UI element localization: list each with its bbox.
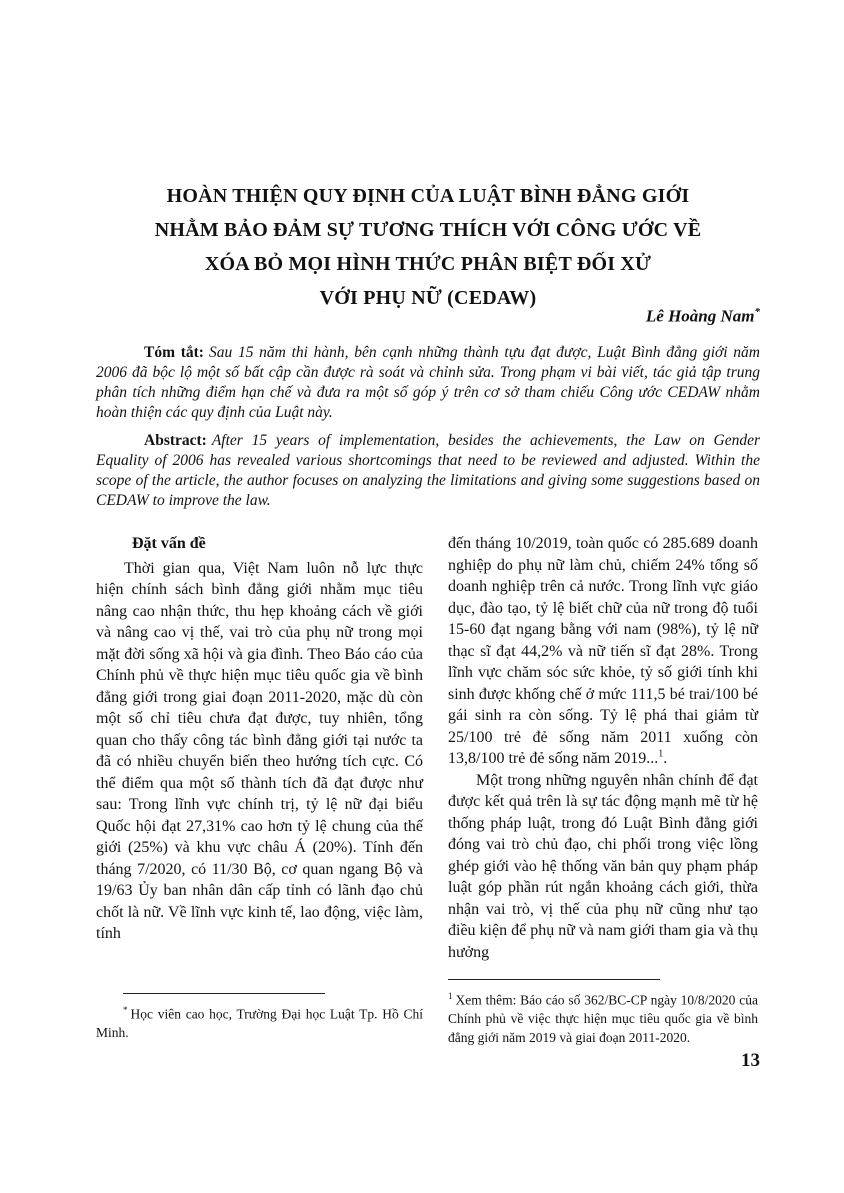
- author-footnote-text-line: [96, 1001, 423, 1043]
- author-footnote: [96, 993, 423, 1043]
- footnote-separator-left: [123, 993, 325, 994]
- abstract-vi-label: Tóm tắt:: [144, 344, 204, 361]
- body-paragraph-left: Thời gian qua, Việt Nam luôn nỗ lực thực hiện chính sách bình đẳng giới nhằm mục tiêu nâng cao nhận thức, thu hẹp khoảng cách về giới và nâng cao vị thế, vai trò của phụ nữ trong mọi mặt đời sống xã hội và gia đình. Theo Báo cáo của Chính phủ về thực hiện mục tiêu quốc gia về bình đẳng giới trong giai đoạn 2011-2020, mặc dù còn một số chỉ tiêu chưa đạt được, tuy nhiên, tổng quan cho thấy công tác bình đẳng giới tại nước ta đã có nhiều chuyển biến theo hướng tích cực. Có thể điểm qua một số thành tích đã đạt được như sau: Trong lĩnh vực chính trị, tỷ lệ nữ đại biểu Quốc hội đạt 27,31% cao hơn tỷ lệ chung của thế giới (25%) và khu vực châu Á (20%). Tính đến tháng 7/2020, có 11/30 Bộ, cơ quan ngang Bộ và 19/63 Ủy ban nhân dân cấp tỉnh có lãnh đạo chủ chốt là nữ. Về lĩnh vực kinh tế, lao động, việc làm, tính: [96, 559, 423, 942]
- body-paragraph-right-1-end: .: [663, 750, 668, 767]
- author-footnote-mark: *: [754, 306, 760, 318]
- author-line: [96, 306, 760, 327]
- footnote-1-text-line: [448, 987, 758, 1047]
- section-heading: Đặt vấn đề: [132, 535, 206, 552]
- body-paragraph-right-1-text: đến tháng 10/2019, toàn quốc có 285.689 doanh nghiệp do phụ nữ làm chủ, chiếm 24% tổng số doanh nghiệp trên cả nước. Trong lĩnh vực giáo dục, đào tạo, tỷ lệ biết chữ của nữ trong độ tuổi 15-60 đạt ngang bằng với nam (98%), tỷ lệ nữ thạc sĩ đạt 44,2% và nữ tiến sĩ đạt 28%. Trong lĩnh vực chăm sóc sức khỏe, tỷ số giới tính khi sinh được khống chế ở mức 111,5 bé trai/100 bé gái sinh ra còn sống. Tỷ lệ phá thai giảm từ 25/100 trẻ đẻ sống năm 2011 xuống còn 13,8/100 trẻ đẻ sống năm 2019...: [448, 535, 758, 767]
- body-paragraph-right-2: Một trong những nguyên nhân chính để đạt được kết quả trên là sự tác động mạnh mẽ từ hệ thống pháp luật, trong đó Luật Bình đẳng giới đóng vai trò chủ đạo, chi phối trong việc lồng ghép giới vào hệ thống văn bản quy phạm pháp luật góp phần rút ngắn khoảng cách giới, thừa nhận vai trò, vị thế của phụ nữ cũng như tạo điều kiện để phụ nữ và nam giới tham gia và thụ hưởng: [448, 771, 758, 961]
- footnote-1: [448, 979, 758, 1047]
- abstract-vietnamese: [96, 343, 760, 423]
- abstract-en-label: Abstract:: [144, 432, 207, 449]
- abstract-english: [96, 431, 760, 511]
- footnote-1-text: Xem thêm: Báo cáo số 362/BC-CP ngày 10/8/2020 của Chính phủ về việc thực hiện mục tiêu quốc gia về bình đẳng giới năm 2019 và giai đoạn 2011-2020.: [448, 992, 758, 1045]
- abstract-en-text: After 15 years of implementation, besides the achievements, the Law on Gender Equality of 2006 has revealed various shortcomings that need to be reviewed and adjusted. Within the scope of the article, the author focuses on analyzing the limitations and giving some suggestions based on CEDAW to improve the law.: [96, 432, 760, 509]
- page-number: 13: [741, 1050, 760, 1071]
- article-title-line: HOÀN THIỆN QUY ĐỊNH CỦA LUẬT BÌNH ĐẲNG GIỚI: [166, 185, 690, 208]
- left-column: [96, 533, 423, 945]
- body-paragraph-right-1: [448, 533, 758, 770]
- author-footnote-mark: *: [123, 1005, 128, 1015]
- author-name: Lê Hoàng Nam: [645, 306, 755, 326]
- right-column: [448, 533, 758, 963]
- footnote-reference-1: 1: [658, 748, 664, 760]
- article-title-line: XÓA BỎ MỌI HÌNH THỨC PHÂN BIỆT ĐỐI XỬ: [204, 253, 652, 276]
- abstract-vi-text: Sau 15 năm thi hành, bên cạnh những thành tựu đạt được, Luật Bình đẳng giới năm 2006 đã bộc lộ một số bất cập cần được rà soát và chỉnh sửa. Trong phạm vi bài viết, tác giả tập trung phân tích những điểm hạn chế và đưa ra một số góp ý trên cơ sở tham chiếu Công ước CEDAW nhằm hoàn thiện các quy định của Luật này.: [96, 344, 760, 421]
- article-title-line: VỚI PHỤ NỮ (CEDAW): [319, 287, 537, 310]
- footnote-separator-right: [448, 979, 660, 980]
- article-title-line: NHẰM BẢO ĐẢM SỰ TƯƠNG THÍCH VỚI CÔNG ƯỚC VỀ: [154, 219, 702, 242]
- footnote-1-mark: 1: [448, 991, 453, 1001]
- article-title: [96, 179, 760, 315]
- author-footnote-text: Học viên cao học, Trường Đại học Luật Tp. Hồ Chí Minh.: [96, 1006, 423, 1040]
